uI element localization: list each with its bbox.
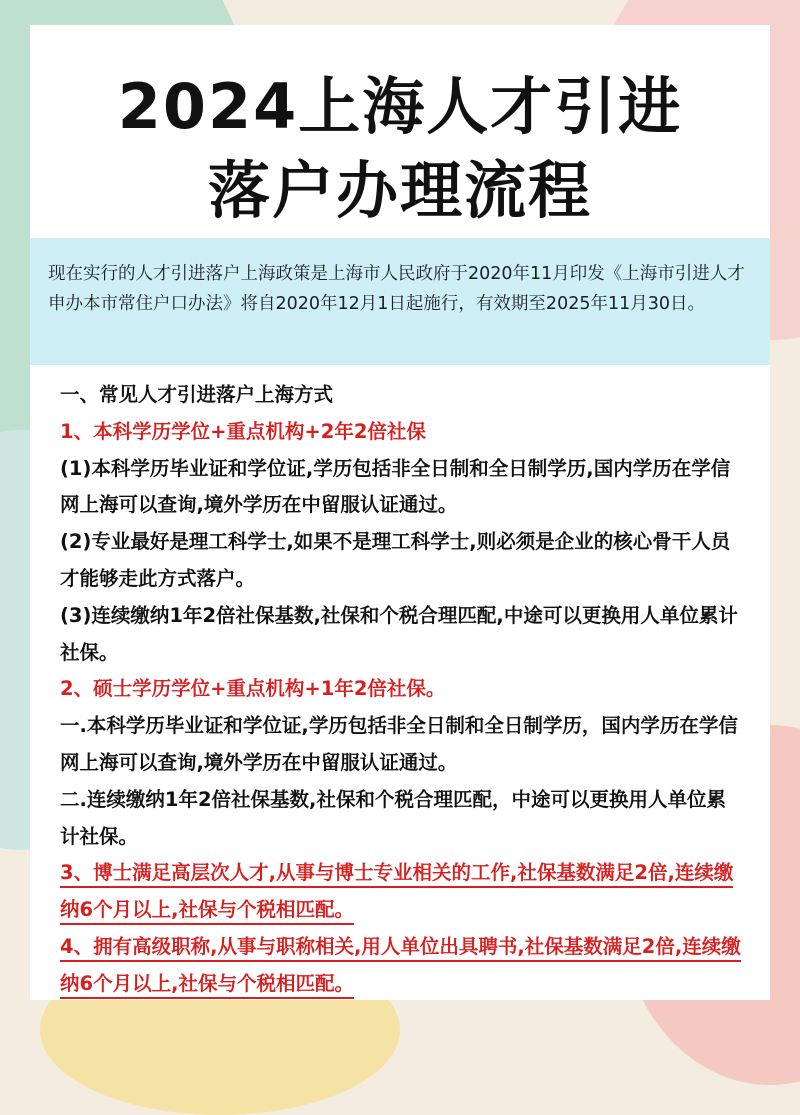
content-section (60, 377, 745, 1003)
method-1-item-3: (3)连续缴纳1年2倍社保基数,社保和个税合理匹配,中途可以更换用人单位累计社保。 (60, 603, 738, 664)
method-2-item-2: 二.连续缴纳1年2倍社保基数,社保和个税合理匹配，中途可以更换用人单位累计社保。 (60, 787, 726, 848)
method-4 (60, 929, 745, 1003)
method-2-item-1: 一.本科学历毕业证和学位证,学历包括非全日制和全日制学历，国内学历在学信网上海可以查询,境外学历在中留服认证通过。 (60, 714, 738, 774)
section-heading: 一、常见人才引进落户上海方式 (60, 383, 334, 406)
method-2-title: 2、硕士学历学位+重点机构+1年2倍社保。 (60, 677, 446, 701)
method-1-item-1: (1)本科学历毕业证和学位证,学历包括非全日制和全日制学历,国内学历在学信网上海可以查询,境外学历在中留服认证通过。 (60, 456, 731, 517)
method-4-text: 4、拥有高级职称,从事与职称相关,用人单位出具聘书,社保基数满足2倍,连续缴纳6个月以上,社保与个税相匹配。 (60, 935, 741, 999)
title-line-2: 落户办理流程 (207, 154, 592, 227)
method-1-title: 1、本科学历学位+重点机构+2年2倍社保 (60, 419, 426, 443)
document-card (30, 25, 770, 1000)
method-3 (60, 855, 745, 929)
method-3-text: 3、博士满足高层次人才,从事与博士专业相关的工作,社保基数满足2倍,连续缴纳6个月以上,社保与个税相匹配。 (60, 861, 733, 925)
intro-paragraph: 现在实行的人才引进落户上海政策是上海市人民政府于2020年11月印发《上海市引进人才申办本市常住户口办法》将自2020年12月1日起施行，有效期至2025年11月30日。 (30, 238, 770, 365)
method-1-item-2: (2)专业最好是理工科学士,如果不是理工科学士,则必须是企业的核心骨干人员才能够走此方式落户。 (60, 530, 731, 590)
page-title (30, 65, 770, 233)
title-line-1: 2024上海人才引进 (117, 70, 683, 143)
